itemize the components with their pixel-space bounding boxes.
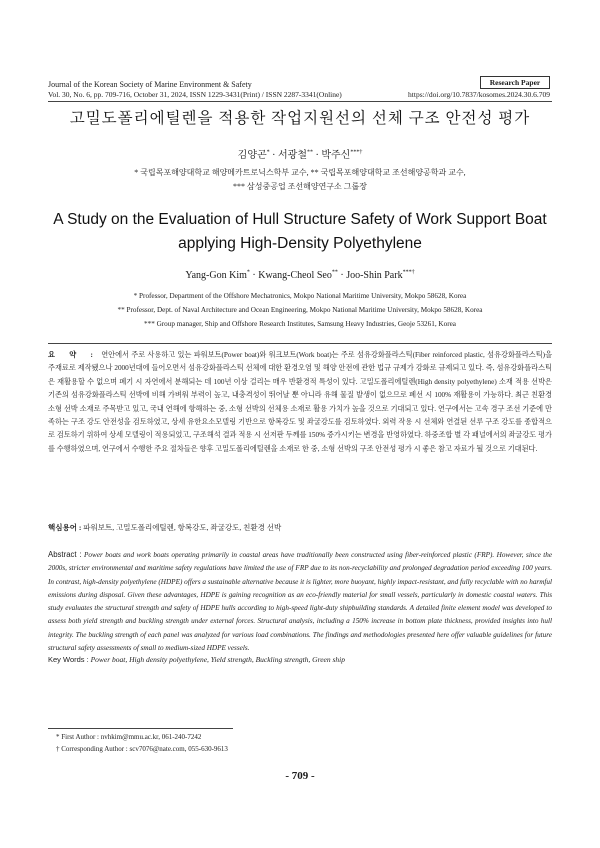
author-3-ko: 박주신 bbox=[321, 150, 351, 161]
english-affiliation-2: ** Professor, Dept. of Naval Architecture and Ocean Engineering, Mokpo National Maritime University, Mokpo 58628, Korea bbox=[117, 306, 483, 314]
author-1-ko: 김양곤 bbox=[237, 150, 267, 161]
english-abstract-text: Power boats and work boats operating primarily in coastal areas have traditionally been constructed using fiber-reinforced plastic (FRP). However, since the 2000s, stricter environmental and maritime safety regulations have limited the use of FRP due to its non-recyclability and prolonged degradation period exceeding 100 years. In contrast, high-density polyethylene (HDPE) offers a sustainable alternative because it is lighter, more buoyant, highly impact-resistant, and fully recyclable with no harmful emissions during disposal. Given these advantages, HDPE is gaining recognition as an eco-friendly material for small vessels, particularly in domestic coastal waters. This study evaluates the structural strength and safety of HDPE hulls according to high-speed light-duty shipbuilding standards. A detailed finite element model was developed to assess both yield strength and buckling strength under external forces. Structural analysis, including a 150% increase in bottom plate thickness, provided insights into hull integrity. The buckling strength of each panel was analyzed for various load combinations. The findings and methodologies presented here offer valuable guidelines for future structural safety assessments of small to medium-sized HDPE vessels. bbox=[48, 551, 553, 653]
english-authors bbox=[0, 270, 600, 281]
author-3-ko-mark: ***† bbox=[350, 149, 363, 156]
footnote-first-author: * First Author : nvhkim@mmu.ac.kr, 061-240-7242 bbox=[56, 733, 202, 741]
page-number: - 709 - bbox=[285, 770, 315, 782]
english-affiliation-3: *** Group manager, Ship and Offshore Research Institutes, Samsung Heavy Industries, Geoje 53261, Korea bbox=[144, 320, 456, 328]
english-keywords-label: Key Words : bbox=[48, 655, 89, 664]
author-sep: · bbox=[312, 150, 322, 161]
author-1-en-mark: * bbox=[246, 269, 250, 276]
korean-affiliation-1: * 국립목포해양대학교 해양메카트로닉스학부 교수, ** 국립목포해양대학교 조선해양공학과 교수, bbox=[134, 168, 466, 177]
english-title-line-2: applying High-Density Polyethylene bbox=[178, 235, 422, 252]
author-2-ko-mark: ** bbox=[306, 149, 313, 156]
author-2-en: Kwang-Cheol Seo bbox=[258, 270, 332, 281]
korean-abstract-label: 요 약 : bbox=[48, 351, 99, 359]
english-title-line-1: A Study on the Evaluation of Hull Structure Safety of Work Support Boat bbox=[53, 211, 547, 228]
korean-abstract bbox=[48, 349, 552, 456]
journal-name: Journal of the Korean Society of Marine Environment & Safety bbox=[48, 80, 252, 89]
korean-abstract-text: 연안에서 주로 사용하고 있는 파워보트(Power boat)와 워크보트(Work boat)는 주로 섬유강화플라스틱(Fiber reinforced plastic, 섬유강화플라스틱)을 주재료로 제작됐으나 2000년대에 들어오면서 섬유강화플라스틱 선체에 대한 환경오염 및 해양 안전에 관한 법규 규제가 강화로 규제되고 있다. 즉, 섬유강화플라스틱은 재활용할 수 없으며 폐기 시 자연에서 분해되는 데 100년 이상 걸리는 매우 반환경적 특성이 있다. 고밀도폴리에틸렌(High density polyethylene) 소재 적용 선박은 기존의 섬유강화플라스틱 선박에 비해 가벼워 부력이 높고, 내충격성이 뛰어날 뿐 아니라 유해 물질 발생이 없으므로 폐선 시 100% 재활용이 가능하다. 최근 친환경 소형 선박 소재로 주목받고 있고, 국내 연해에 항해하는 중, 소형 선박의 선체용 소재로 활용 가치가 높을 것으로 기대되고 있다. 연구에서는 고속 경구 조선 기준에 만족하는 구조 강도 안전성을 검토하였고, 상세 유한요소모델링 기반으로 항복강도 및 좌굴강도를 검토하였다. 외력 작용 시 선체와 연결된 선루 구조 강도를 종합적으로 검토하기 위하여 상세 모델링이 적용되었고, 구조해석 결과 적용 시 선저판 두께를 150% 증가시키는 변경을 반영하였다. 하중조합 별 각 패널에서의 좌굴강도 평가를 수행하였으며, 연구에서 수행한 주요 절차들은 향후 고밀도폴리에틸렌을 소재로 한 중, 소형 선박의 구조 안전성 평가 시 좋은 참고 자료가 될 것으로 기대된다. bbox=[48, 351, 553, 453]
korean-keywords-text: 파워보트, 고밀도폴리에틸렌, 항복강도, 좌굴강도, 친환경 선박 bbox=[83, 523, 282, 532]
footnote-corresponding-author: † Corresponding Author : scv7076@nate.com, 055-630-9613 bbox=[56, 745, 228, 753]
korean-title: 고밀도폴리에틸렌을 적용한 작업지원선의 선체 구조 안전성 평가 bbox=[69, 110, 531, 127]
author-3-en-mark: ***† bbox=[402, 269, 415, 276]
author-sep: · bbox=[249, 270, 259, 281]
doi-link[interactable]: https://doi.org/10.7837/kosomes.2024.30.6.709 bbox=[408, 90, 550, 99]
volume-info: Vol. 30, No. 6, pp. 709-716, October 31, 2024, ISSN 1229-3431(Print) / ISSN 2287-3341(Online) bbox=[48, 90, 342, 99]
author-1-ko-mark: * bbox=[266, 149, 270, 156]
english-affiliation-1: * Professor, Department of the Offshore Mechatronics, Mokpo National Maritime University, Mokpo 58628, Korea bbox=[133, 292, 467, 300]
author-sep: · bbox=[337, 270, 347, 281]
english-abstract bbox=[48, 548, 552, 655]
research-paper-badge: Research Paper bbox=[480, 76, 550, 89]
korean-keywords bbox=[48, 522, 281, 533]
author-1-en: Yang-Gon Kim bbox=[185, 270, 247, 281]
english-keywords-text: Power boat, High density polyethylene, Yield strength, Buckling strength, Green ship bbox=[90, 655, 345, 664]
english-keywords bbox=[48, 655, 345, 664]
author-sep: · bbox=[269, 150, 278, 161]
korean-affiliation-2: *** 삼성중공업 조선해양연구소 그룹장 bbox=[233, 182, 367, 191]
author-3-en: Joo-Shin Park bbox=[346, 270, 403, 281]
section-rule bbox=[48, 343, 552, 344]
footnote-rule bbox=[48, 728, 233, 729]
korean-authors bbox=[0, 146, 600, 161]
english-abstract-label: Abstract : bbox=[48, 550, 82, 559]
header-rule bbox=[48, 101, 552, 102]
author-2-en-mark: ** bbox=[331, 269, 338, 276]
author-2-ko: 서광철 bbox=[278, 150, 307, 161]
korean-keywords-label: 핵심용어 : bbox=[48, 523, 82, 532]
